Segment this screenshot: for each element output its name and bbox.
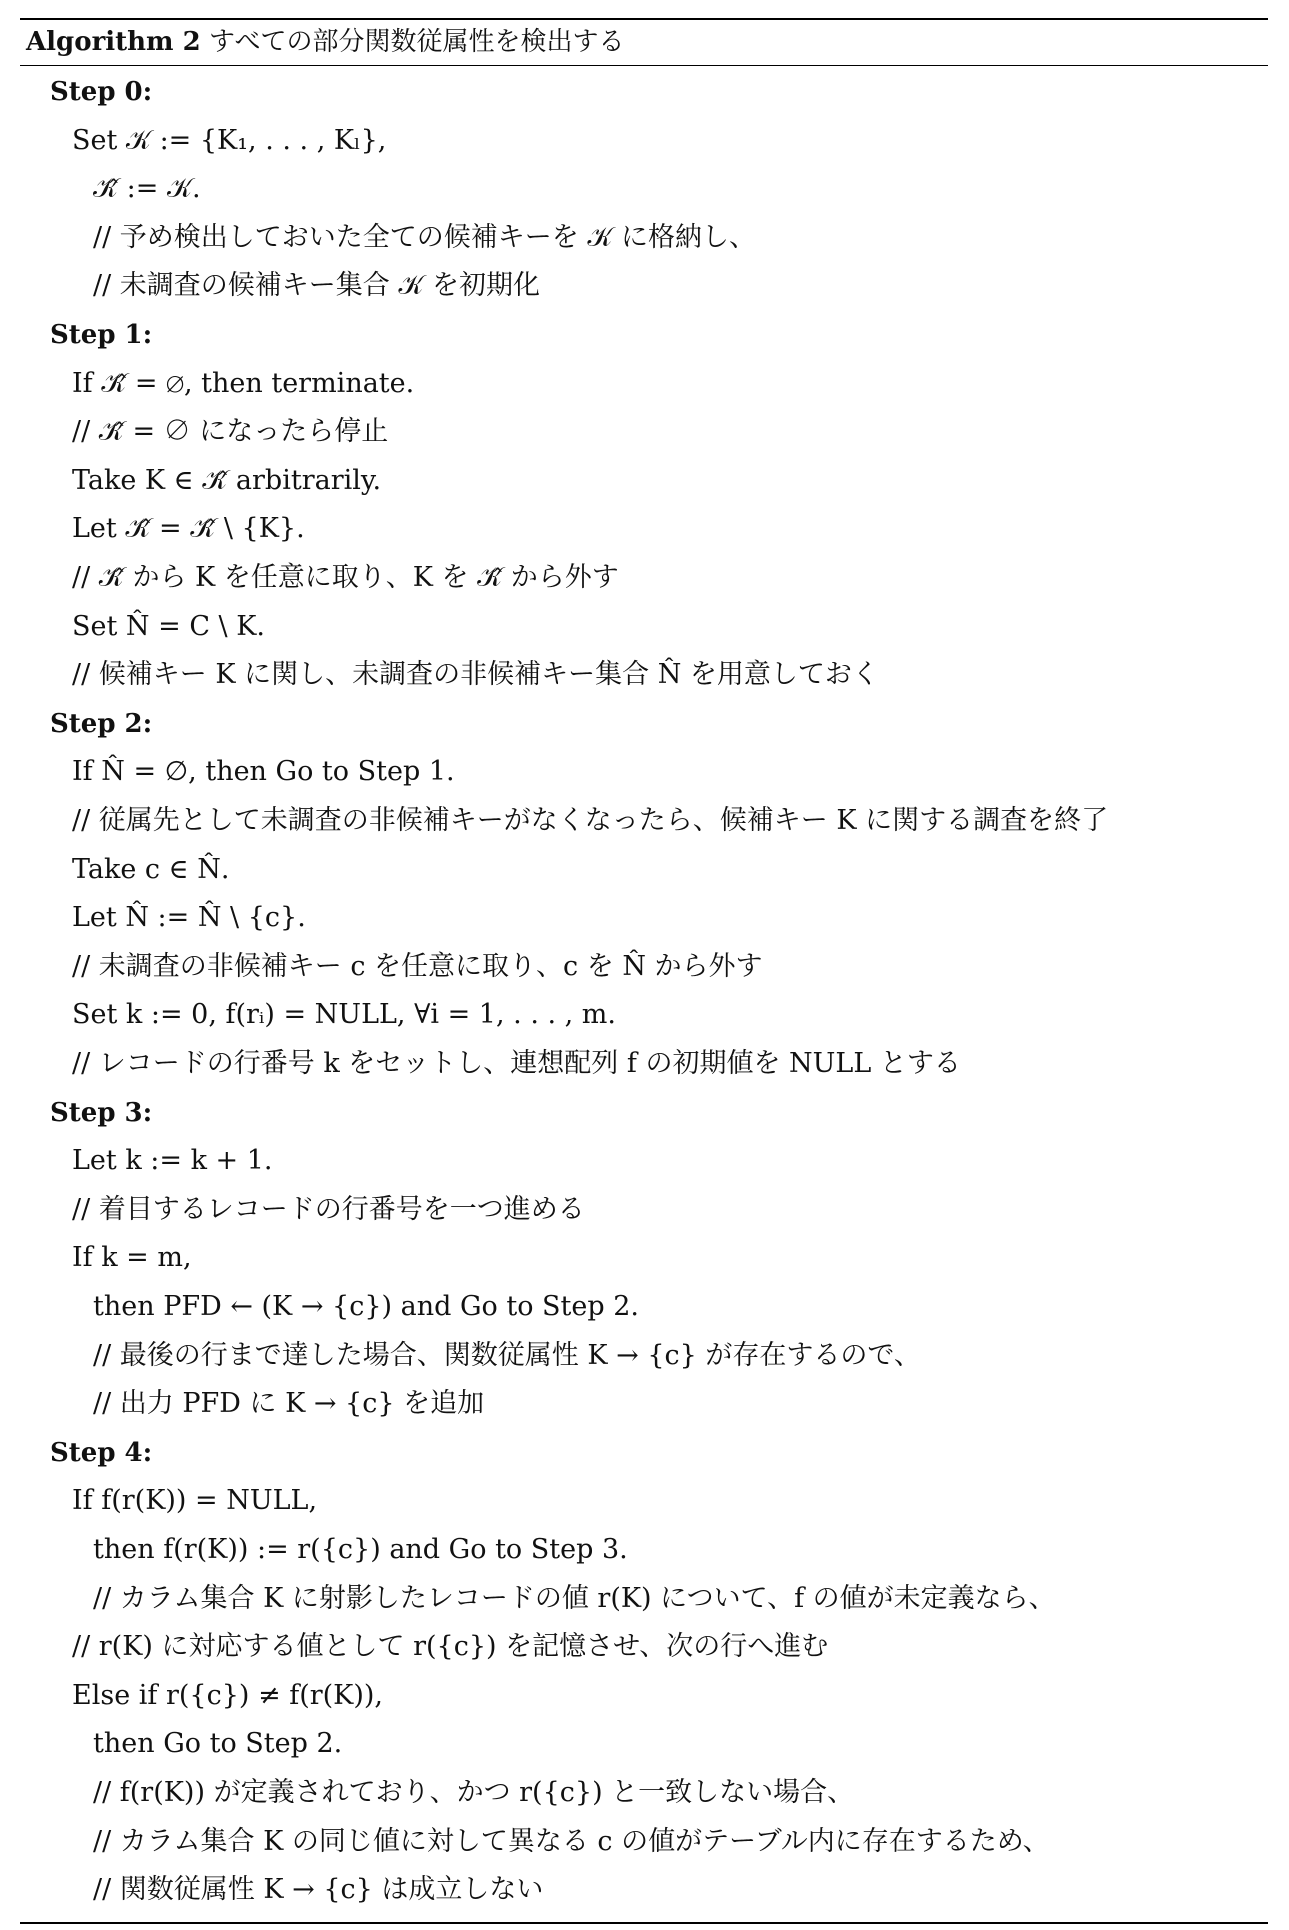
code-line: If N̂ = ∅, then Go to Step 1. (72, 756, 455, 788)
algorithm-caption (26, 27, 624, 57)
comment-line: // 予め検出しておいた全ての候補キーを 𝒦 に格納し、 (93, 221, 757, 253)
comment-line: // 出力 PFD に K → {c} を追加 (93, 1388, 485, 1420)
comment-line: // 𝒦̂ = ∅ になったら停止 (72, 416, 389, 448)
code-line: If 𝒦̂ = ∅, then terminate. (72, 367, 415, 399)
code-line: then f(r(K)) := r({c}) and Go to Step 3. (93, 1534, 628, 1565)
code-line: Let k := k + 1. (72, 1145, 273, 1177)
comment-line: // r(K) に対応する値として r({c}) を記憶させ、次の行へ進む (72, 1631, 829, 1663)
code-line: Take c ∈ N̂. (72, 853, 230, 885)
comment-line: // レコードの行番号 k をセットし、連想配列 f の初期値を NULL とする (72, 1048, 961, 1079)
top-rule (20, 18, 1268, 20)
comment-line: // 最後の行まで達した場合、関数従属性 K → {c} が存在するので、 (93, 1339, 921, 1371)
code-line: If f(r(K)) = NULL, (72, 1485, 318, 1517)
code-line: Set 𝒦 := {K₁, . . . , Kₗ}, (72, 124, 387, 156)
comment-line: // 候補キー K に関し、未調査の非候補キー集合 N̂ を用意しておく (72, 659, 879, 691)
comment-line: // 着目するレコードの行番号を一つ進める (72, 1193, 585, 1225)
caption-rule (20, 65, 1268, 66)
code-line: then Go to Step 2. (93, 1728, 343, 1760)
code-line: Let 𝒦̂ = 𝒦̂ \ {K}. (72, 513, 305, 545)
comment-line: // カラム集合 K の同じ値に対して異なる c の値がテーブル内に存在するため、 (93, 1825, 1050, 1857)
step-heading: Step 3: (50, 1097, 153, 1128)
step-heading: Step 0: (50, 77, 153, 107)
comment-line: // カラム集合 K に射影したレコードの値 r(K) について、f の値が未定義なら、 (93, 1582, 1056, 1614)
comment-line: // 従属先として未調査の非候補キーがなくなったら、候補キー K に関する調査を終了 (72, 805, 1109, 836)
code-line: then PFD ← (K → {c}) and Go to Step 2. (93, 1291, 640, 1322)
comment-line: // 関数従属性 K → {c} は成立しない (93, 1874, 544, 1906)
code-line: 𝒦̂ := 𝒦. (93, 173, 201, 205)
code-line: Set N̂ = C \ K. (72, 610, 265, 642)
comment-line: // f(r(K)) が定義されており、かつ r({c}) と一致しない場合、 (93, 1777, 855, 1808)
comment-line: // 𝒦̂ から K を任意に取り、K を 𝒦̂ から外す (72, 562, 619, 593)
step-heading: Step 1: (50, 320, 153, 350)
algorithm-label: Algorithm 2 (26, 27, 201, 57)
code-line: Let N̂ := N̂ \ {c}. (72, 902, 306, 934)
step-heading: Step 4: (50, 1437, 153, 1468)
comment-line: // 未調査の候補キー集合 𝒦 を初期化 (93, 270, 541, 302)
code-line: Set k := 0, f(rᵢ) = NULL, ∀i = 1, . . . , m. (72, 999, 616, 1031)
comment-line: // 未調査の非候補キー c を任意に取り、c を N̂ から外す (72, 950, 763, 982)
code-line: Take K ∈ 𝒦̂ arbitrarily. (72, 464, 382, 496)
bottom-rule (20, 1922, 1268, 1924)
algorithm-title: すべての部分関数従属性を検出する (208, 27, 625, 57)
code-line: Else if r({c}) ≠ f(r(K)), (72, 1679, 384, 1711)
step-heading: Step 2: (50, 708, 153, 739)
code-line: If k = m, (72, 1242, 192, 1274)
